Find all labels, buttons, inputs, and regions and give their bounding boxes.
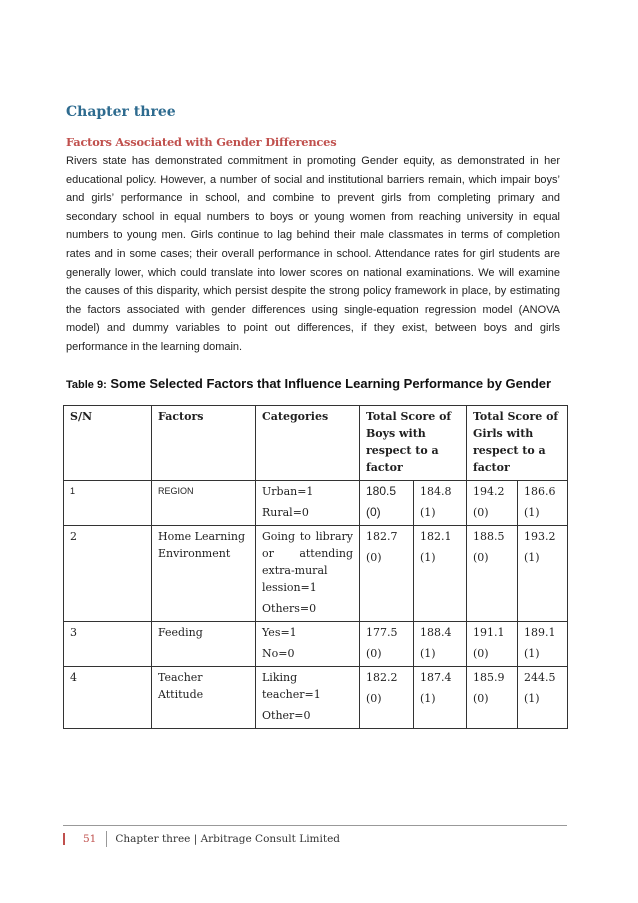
category-1: Yes=1 (262, 626, 297, 639)
cell-boys-0: 177.5 (0) (360, 622, 414, 667)
category-2: Others=0 (262, 602, 317, 615)
table-caption-label: Table 9: (66, 379, 107, 391)
cell-categories (256, 481, 360, 526)
table-row (64, 526, 568, 622)
header-categories: Categories (256, 406, 360, 481)
section-title: Factors Associated with Gender Differences (66, 135, 337, 149)
cell-sn: 1 (64, 481, 152, 526)
cell-categories (256, 667, 360, 729)
cell-factor: Home Learning Environment (152, 526, 256, 622)
cell-boys-1: 188.4 (1) (414, 622, 467, 667)
header-factors: Factors (152, 406, 256, 481)
table-caption (66, 376, 551, 391)
category-2: No=0 (262, 647, 295, 660)
factors-table (63, 405, 568, 729)
cell-girls-1: 193.2 (1) (518, 526, 568, 622)
cell-sn: 3 (64, 622, 152, 667)
cell-girls-0: 185.9 (0) (467, 667, 518, 729)
cell-sn: 4 (64, 667, 152, 729)
cell-categories (256, 622, 360, 667)
table-row (64, 622, 568, 667)
cell-girls-1: 244.5 (1) (518, 667, 568, 729)
category-1: Urban=1 (262, 485, 314, 498)
cell-girls-0: 194.2 (0) (467, 481, 518, 526)
table-row (64, 667, 568, 729)
cell-factor: Teacher Attitude (152, 667, 256, 729)
category-2: Other=0 (262, 709, 311, 722)
cell-categories (256, 526, 360, 622)
cell-boys-0: 182.7 (0) (360, 526, 414, 622)
header-sn: S/N (64, 406, 152, 481)
page-footer (63, 830, 340, 848)
table-row (64, 481, 568, 526)
footer-separator (106, 831, 107, 847)
category-1: Going to library or attending extra-mural lession=1 (262, 530, 353, 594)
table-caption-title: Some Selected Factors that Influence Learning Performance by Gender (106, 376, 552, 391)
cell-girls-0: 188.5 (0) (467, 526, 518, 622)
chapter-title: Chapter three (66, 104, 176, 120)
footer-text: Chapter three | Arbitrage Consult Limited (115, 833, 341, 845)
cell-girls-1: 189.1 (1) (518, 622, 568, 667)
header-boys-score: Total Score of Boys with respect to a factor (360, 406, 467, 481)
cell-boys-1: 184.8 (1) (414, 481, 467, 526)
category-2: Rural=0 (262, 506, 309, 519)
cell-boys-0: 182.2 (0) (360, 667, 414, 729)
header-girls-score: Total Score of Girls with respect to a factor (467, 406, 568, 481)
page-number: 51 (63, 833, 106, 845)
table-header-row (64, 406, 568, 481)
footer-divider (63, 825, 567, 826)
cell-factor: REGION (152, 481, 256, 526)
cell-boys-1: 187.4 (1) (414, 667, 467, 729)
cell-boys-1: 182.1 (1) (414, 526, 467, 622)
cell-factor: Feeding (152, 622, 256, 667)
cell-sn: 2 (64, 526, 152, 622)
category-1: Liking teacher=1 (262, 671, 321, 701)
body-paragraph: Rivers state has demonstrated commitment in promoting Gender equity, as demonstrated in her educational policy. However, a number of social and institutional barriers remain, which impair boys’ and girls’ performance in school, and combine to prevent girls from completing primary and secondary school in equal numbers to boys or young women from reaching university in equal numbers to young men. Girls continue to lag behind their male classmates in terms of completion rates and in some cases; their overall performance in school. Attendance rates for girl students are generally lower, which could translate into lower scores on national examinations. We will examine the causes of this disparity, which persist despite the strong policy framework in place, by estimating the factors associated with gender differences using single-equation regression model (ANOVA model) and dummy variables to point out differences, if they exist, between boys and girls performance in the learning domain. (66, 155, 560, 353)
cell-girls-0: 191.1 (0) (467, 622, 518, 667)
cell-boys-0: 180.5 (0) (360, 481, 414, 526)
cell-girls-1: 186.6 (1) (518, 481, 568, 526)
